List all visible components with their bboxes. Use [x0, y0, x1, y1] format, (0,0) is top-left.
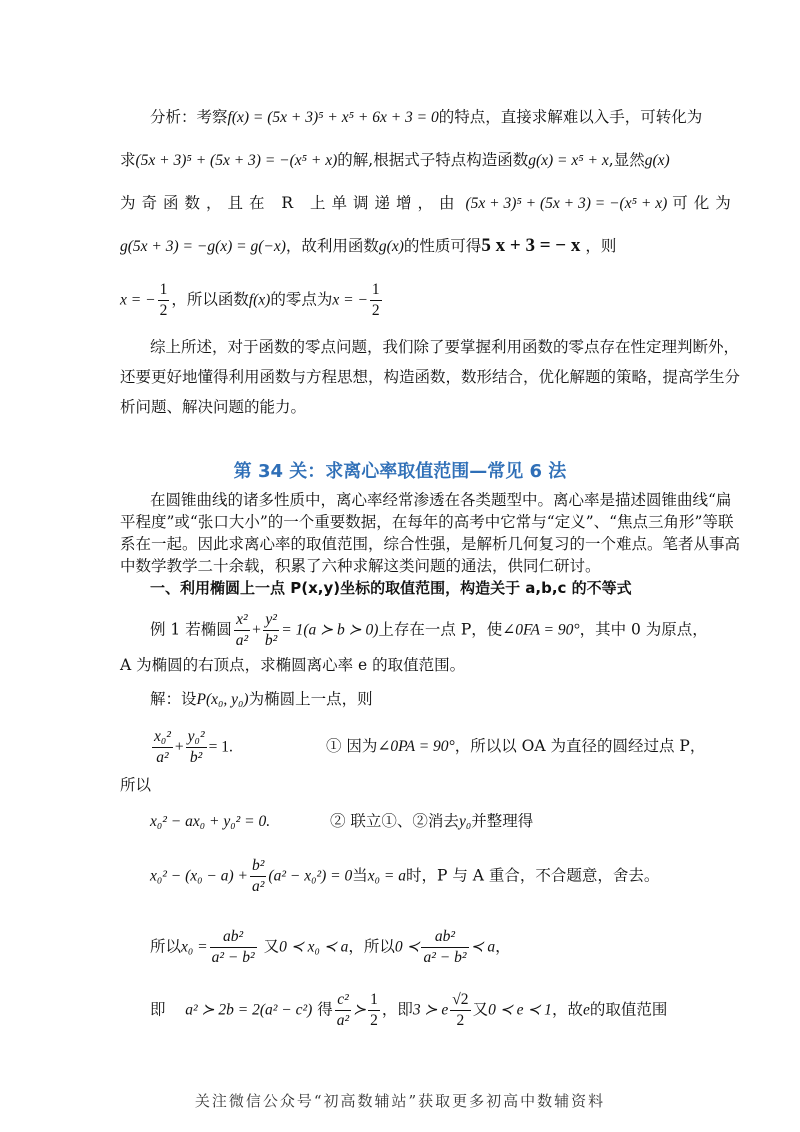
text: 可化为 — [672, 194, 737, 212]
equation: (a² − x₀²) = 0 — [268, 867, 353, 885]
text: 为奇函数，且在 R 上单调递增，由 — [120, 194, 461, 212]
equation: 3 ≻ e — [412, 1001, 449, 1019]
numerator: 1 — [158, 280, 170, 301]
equation: g(x) = x⁵ + x — [528, 152, 609, 169]
equation: g(x) — [644, 152, 670, 169]
analysis-line-3 — [120, 193, 737, 214]
text: 求 — [120, 151, 136, 169]
equation: (5x + 3)⁵ + (5x + 3) = −(x⁵ + x) — [465, 195, 668, 212]
equation: ≺ a — [470, 938, 496, 956]
text: ，其中 0 为原点， — [579, 620, 708, 639]
numerator: ab² — [210, 927, 257, 948]
denominator: a² — [336, 1012, 350, 1029]
equation: ≻ — [353, 1001, 367, 1019]
text: 又 — [263, 937, 280, 956]
intro-line-2: 平程度”或“张口大小”的一个重要数据，在每年的高考中它常与“定义”、“焦点三角形”等联 — [120, 513, 734, 531]
intro-line-1: 在圆锥曲线的诸多性质中，离心率经常渗透在各类题型中。离心率是描述圆锥曲线“扁 — [150, 491, 732, 509]
text: 并整理得 — [471, 812, 534, 830]
solution-eq-2 — [150, 811, 270, 832]
equation: g(5x + 3) = −g(x) = g(−x) — [120, 238, 286, 255]
numerator: c² — [335, 990, 351, 1011]
equation: 0 ≺ x₀ ≺ a — [279, 938, 349, 956]
equation: 5 x + 3 = − x — [481, 235, 581, 256]
analysis-line-5 — [120, 280, 384, 321]
equation: f(x) — [248, 291, 271, 309]
text: 的特点，直接求解难以入手，可转化为 — [438, 108, 703, 126]
numerator: b² — [250, 856, 266, 877]
denominator: a² — [235, 632, 249, 649]
summary-line-2: 还要更好地懂得利用函数与方程思想，构造函数，数形结合，优化解题的策略，提高学生分 — [120, 368, 741, 386]
analysis-line-1 — [150, 107, 702, 128]
denominator: 2 — [159, 302, 168, 319]
fraction — [250, 856, 266, 897]
fraction — [158, 280, 170, 321]
fraction — [335, 990, 351, 1031]
fraction — [370, 280, 382, 321]
denominator: a² — [156, 749, 169, 766]
equation: x₀ = — [181, 938, 208, 956]
fraction — [186, 727, 207, 768]
method-heading: 一、利用椭圆上一点 P(x,y)坐标的取值范围，构造关于 a,b,c 的不等式 — [150, 579, 632, 597]
equation: g(x) — [378, 238, 404, 255]
solution-eq-5 — [150, 990, 667, 1031]
solution-so: 所以 — [120, 776, 152, 794]
text: ，即 — [381, 1000, 413, 1019]
solution-condition-2 — [330, 811, 533, 832]
text: 的解,根据式子特点构造函数 — [337, 151, 529, 169]
equation: (5x + 3)⁵ + (5x + 3) = −(x⁵ + x) — [135, 152, 338, 169]
fraction — [152, 727, 173, 768]
equation: x = − — [120, 291, 156, 309]
solution-eq-1: $\frac{\text{x₀²}}{\text{a²}}$ + $\frac{\text{y₀²}}{\text{b²}}$ = 1. — [154, 728, 233, 766]
text: 得 — [317, 1000, 333, 1019]
denominator: a² — [252, 878, 265, 895]
section-title: 第 34 关：求离心率取值范围—常见 6 法 — [233, 461, 567, 482]
example-line-1 — [150, 610, 708, 651]
equation: x₀² − (x₀ − a) + — [150, 867, 249, 885]
text: 当 — [352, 866, 368, 885]
numerator: y² — [263, 610, 279, 631]
equation: 0 ≺ e ≺ 1 — [488, 1001, 552, 1019]
numerator: √2 — [450, 990, 470, 1011]
text: 解：设 — [150, 690, 197, 708]
text: ,显然 — [608, 151, 645, 169]
equation: = 1(a ≻ b ≻ 0) — [281, 621, 379, 639]
text: ，所以以 OA 为直径的圆经过点 P， — [454, 737, 706, 755]
equation: a² ≻ 2b = 2(a² − c²) — [185, 1001, 313, 1019]
denominator: b² — [264, 632, 278, 649]
text: 的零点为 — [270, 290, 333, 309]
equation: x = − — [332, 291, 368, 309]
equation: = 1. — [208, 738, 233, 756]
analysis-line-4 — [120, 236, 616, 257]
denominator: b² — [189, 749, 203, 766]
text: ，则 — [585, 237, 617, 255]
text: 上存在一点 P，使 — [378, 620, 503, 639]
text: ② 联立①、②消去 — [330, 812, 459, 830]
text: ① 因为 — [326, 737, 378, 755]
fraction — [421, 927, 468, 968]
equation: 0 ≺ — [394, 938, 420, 956]
text: 分析：考察 — [150, 108, 228, 126]
analysis-line-2 — [120, 150, 670, 171]
denominator: a² − b² — [211, 949, 255, 966]
equation: y₀ — [458, 813, 472, 830]
solution-line-1 — [150, 689, 373, 710]
text: 例 1 若椭圆 — [150, 620, 232, 639]
equation: + — [252, 621, 261, 639]
text: 又 — [472, 1000, 489, 1019]
footer-notice: 关注微信公众号“初高数辅站”获取更多初高中数辅资料 — [194, 1092, 606, 1110]
denominator: a² − b² — [423, 949, 467, 966]
text: 的性质可得 — [403, 237, 482, 255]
text: 的取值范围 — [589, 1000, 668, 1019]
fraction — [263, 610, 279, 651]
text: ，故 — [551, 1000, 583, 1019]
example-line-2: A 为椭圆的右顶点，求椭圆离心率 e 的取值范围。 — [120, 656, 466, 674]
fraction — [368, 990, 380, 1031]
equation: e — [582, 1001, 590, 1019]
numerator: x² — [234, 610, 250, 631]
summary-line-1: 综上所述，对于函数的零点问题，我们除了要掌握利用函数的零点存在性定理判断外， — [150, 338, 740, 356]
text: ，所以函数 — [171, 290, 249, 309]
text: ， — [495, 937, 511, 956]
equation: ∠0PA = 90° — [377, 738, 455, 755]
text: 所以 — [150, 937, 182, 956]
intro-line-4: 中数学教学二十余载，积累了六种求解这类问题的通法，供同仁研讨。 — [120, 557, 601, 575]
numerator: x₀² — [152, 727, 173, 748]
equation: x₀ = a — [367, 867, 406, 885]
text: ，故利用函数 — [285, 237, 379, 255]
equation: ∠0FA = 90° — [502, 621, 580, 639]
summary-line-3: 析问题、解决问题的能力。 — [120, 398, 307, 416]
fraction — [234, 610, 250, 651]
fraction — [450, 990, 470, 1031]
numerator: y₀² — [186, 727, 207, 748]
numerator: ab² — [421, 927, 468, 948]
fraction — [210, 927, 257, 968]
text: ，所以 — [348, 937, 395, 956]
intro-line-3: 系在一起。因此求离心率的取值范围，综合性强，是解析几何复习的一个难点。笔者从事高 — [120, 535, 741, 553]
solution-condition-1 — [326, 736, 705, 757]
numerator: 1 — [368, 990, 380, 1011]
solution-eq-3 — [150, 856, 659, 897]
equation: P(x₀, y₀) — [196, 691, 249, 708]
equation: f(x) = (5x + 3)⁵ + x⁵ + 6x + 3 = 0 — [227, 109, 439, 126]
equation: x₀² − ax₀ + y₀² = 0. — [150, 813, 271, 830]
solution-eq-4 — [150, 927, 511, 968]
text: 即 — [150, 1000, 166, 1019]
denominator: 2 — [370, 1012, 378, 1029]
denominator: 2 — [456, 1012, 465, 1029]
text: 为椭圆上一点，则 — [248, 690, 373, 708]
denominator: 2 — [371, 302, 380, 319]
text: 时，P 与 A 重合，不合题意，舍去。 — [405, 866, 660, 885]
numerator: 1 — [370, 280, 382, 301]
